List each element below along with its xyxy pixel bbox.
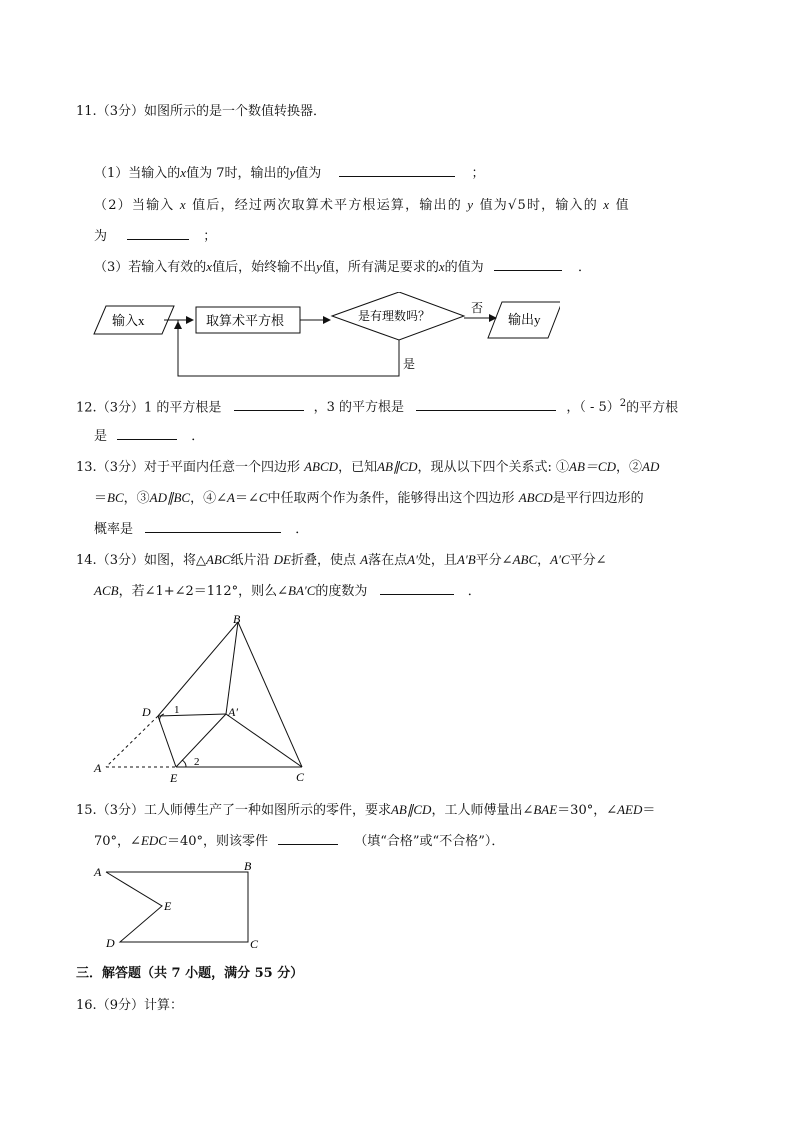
- q15-line1: 15.（3分）工人师傅生产了一种如图所示的零件，要求AB∥CD，工人师傅量出∠BAE＝30°，∠AED＝: [76, 802, 656, 818]
- q12-line1: 12.（3分）1 的平方根是 ，3 的平方根是 ，（ - 5）$^2$的平方根: [76, 398, 679, 416]
- fig14-label-2: 2: [194, 756, 200, 768]
- answer-blank-11-3[interactable]: [494, 258, 562, 271]
- answer-blank-12-3[interactable]: [117, 427, 177, 440]
- flow-input-label: 输入x: [112, 313, 145, 328]
- q11-part3: （3）若输入有效的x值后，始终输不出y值，所有满足要求的x的值为 ．: [94, 259, 591, 275]
- fig14-label-B: B: [233, 612, 241, 626]
- fig15-label-C: C: [250, 937, 259, 951]
- q15-line2: 70°，∠EDC＝40°，则该零件 （填“合格”或“不合格”）．: [94, 833, 505, 849]
- fig14-label-E: E: [170, 771, 178, 785]
- q13-line2: ＝BC，③AD∥BC，④∠A＝∠C中任取两个作为条件，能够得出这个四边形 ABCD是平行四边形的: [94, 490, 644, 506]
- answer-blank-13[interactable]: [145, 520, 281, 533]
- fig14-label-C: C: [296, 770, 305, 784]
- q14-line2: ACB，若∠1+∠2＝112°，则么∠BA′C的度数为 ．: [94, 583, 481, 599]
- fig14-label-A2: A′: [228, 705, 238, 719]
- flow-yes-label: 是: [403, 357, 416, 371]
- flowchart-figure: [90, 292, 560, 382]
- answer-blank-14[interactable]: [380, 582, 454, 595]
- fig14-label-A: A: [94, 761, 102, 775]
- q14-line1: 14.（3分）如图，将△ABC纸片沿 DE折叠，使点 A落在点A′处，且A′B平分∠ABC，A′C平分∠: [76, 552, 607, 568]
- answer-blank-11-1[interactable]: [339, 164, 455, 177]
- q16-line: 16.（9分）计算：: [76, 998, 183, 1013]
- q12-line2: 是 ．: [94, 429, 205, 444]
- answer-blank-12-2[interactable]: [416, 398, 556, 411]
- fig15-label-E: E: [164, 899, 172, 913]
- fig15-label-B: B: [244, 859, 252, 873]
- q11-stem: 11.（3分）如图所示的是一个数值转换器．: [76, 104, 326, 119]
- flow-no-label: 否: [471, 301, 484, 315]
- q11-part2: （2）当输入 x 值后，经过两次取算术平方根运算，输出的 y 值为√5时，输入的 x 值: [94, 197, 630, 213]
- q13-line1: 13.（3分）对于平面内任意一个四边形 ABCD，已知AB∥CD，现从以下四个关系式: ①AB＝CD，②AD: [76, 459, 660, 475]
- answer-blank-12-1[interactable]: [234, 398, 304, 411]
- answer-blank-11-2[interactable]: [127, 227, 189, 240]
- fig14-label-1: 1: [174, 704, 180, 716]
- flow-process-label: 取算术平方根: [206, 313, 285, 328]
- flow-output-label: 输出y: [508, 312, 541, 327]
- section-heading: 三．解答题（共 7 小题，满分 55 分）: [76, 966, 304, 981]
- fig15-label-D: D: [106, 936, 115, 950]
- answer-blank-15[interactable]: [278, 832, 338, 845]
- part-figure: [92, 858, 272, 956]
- fig14-label-D: D: [142, 705, 151, 719]
- q11-part1: （1）当输入的x值为 7时，输出的y值为 ；: [94, 165, 485, 181]
- triangle-fold-figure: [90, 610, 312, 788]
- q13-line3: 概率是 ．: [94, 522, 309, 537]
- q11-part2-cont: 为 ；: [94, 229, 217, 244]
- fig15-label-A: A: [94, 865, 102, 879]
- flow-decision-label: 是有理数吗？: [358, 309, 431, 323]
